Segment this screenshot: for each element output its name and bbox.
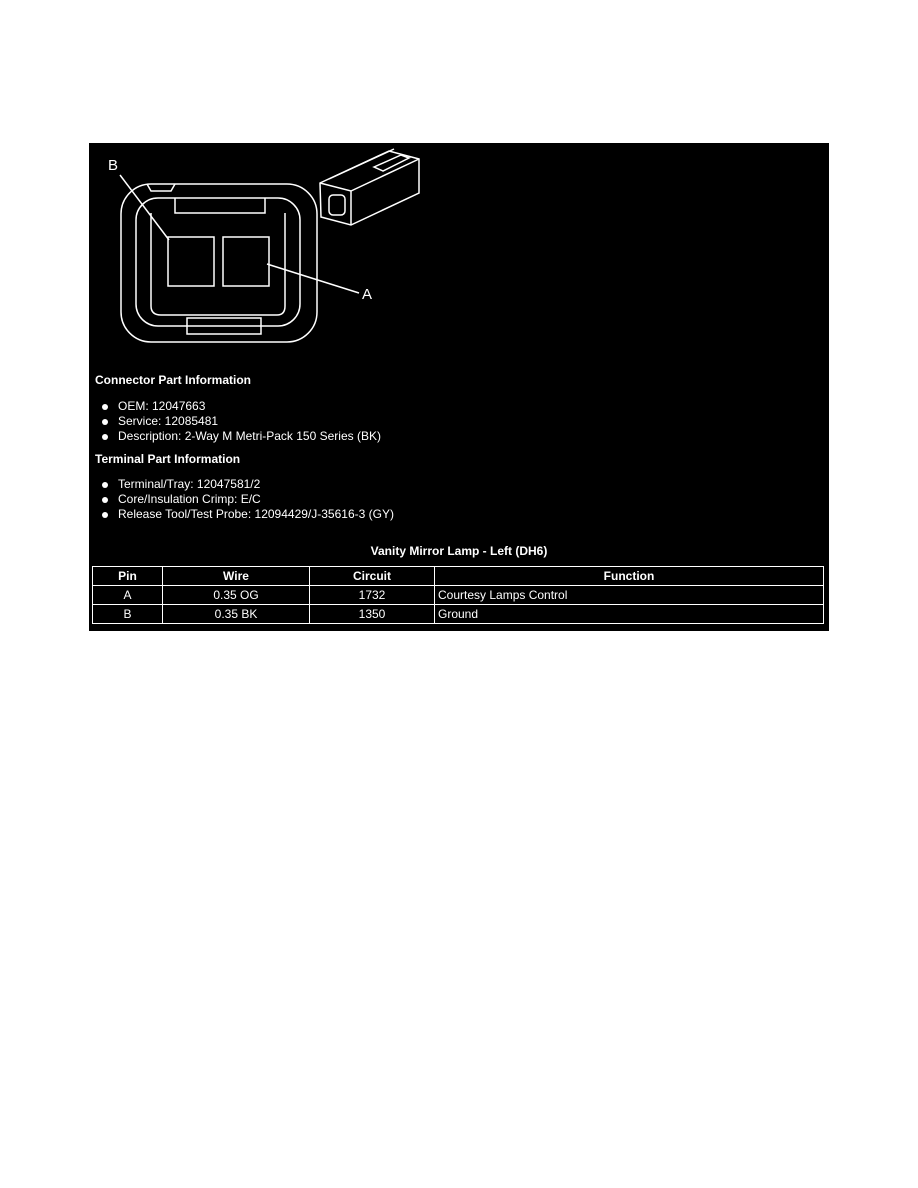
label-a: A	[362, 286, 373, 303]
list-item: Description: 2-Way M Metri-Pack 150 Series (BK)	[102, 429, 381, 444]
list-item: Terminal/Tray: 12047581/2	[102, 477, 394, 492]
header-pin: Pin	[93, 567, 163, 586]
bullet-icon	[102, 497, 108, 503]
list-item: Service: 12085481	[102, 414, 381, 429]
bullet-icon	[102, 512, 108, 518]
table-row	[93, 586, 824, 605]
connector-info-title: Connector Part Information	[95, 373, 252, 387]
table-row	[93, 605, 824, 624]
terminal-info-title: Terminal Part Information	[95, 452, 241, 466]
connector-info-list	[102, 399, 381, 444]
cell-function: Ground	[435, 605, 824, 624]
cell-pin: B	[93, 605, 163, 624]
header-function: Function	[435, 567, 824, 586]
bullet-icon	[102, 434, 108, 440]
cell-circuit: 1732	[310, 586, 435, 605]
table-header-row	[93, 567, 824, 586]
cell-function: Courtesy Lamps Control	[435, 586, 824, 605]
list-item: Release Tool/Test Probe: 12094429/J-35616-3 (GY)	[102, 507, 394, 522]
cell-pin: A	[93, 586, 163, 605]
connector-face-diagram	[89, 143, 829, 368]
terminal-info-list	[102, 477, 394, 522]
list-item: Core/Insulation Crimp: E/C	[102, 492, 394, 507]
table-title: Vanity Mirror Lamp - Left (DH6)	[370, 544, 548, 558]
bullet-icon	[102, 419, 108, 425]
cell-circuit: 1350	[310, 605, 435, 624]
bullet-icon	[102, 482, 108, 488]
header-wire: Wire	[163, 567, 310, 586]
header-circuit: Circuit	[310, 567, 435, 586]
list-item: OEM: 12047663	[102, 399, 381, 414]
cell-wire: 0.35 BK	[163, 605, 310, 624]
label-b: B	[108, 157, 119, 174]
bullet-icon	[102, 404, 108, 410]
cell-wire: 0.35 OG	[163, 586, 310, 605]
pinout-table	[92, 566, 824, 624]
connector-info-panel	[89, 143, 829, 631]
